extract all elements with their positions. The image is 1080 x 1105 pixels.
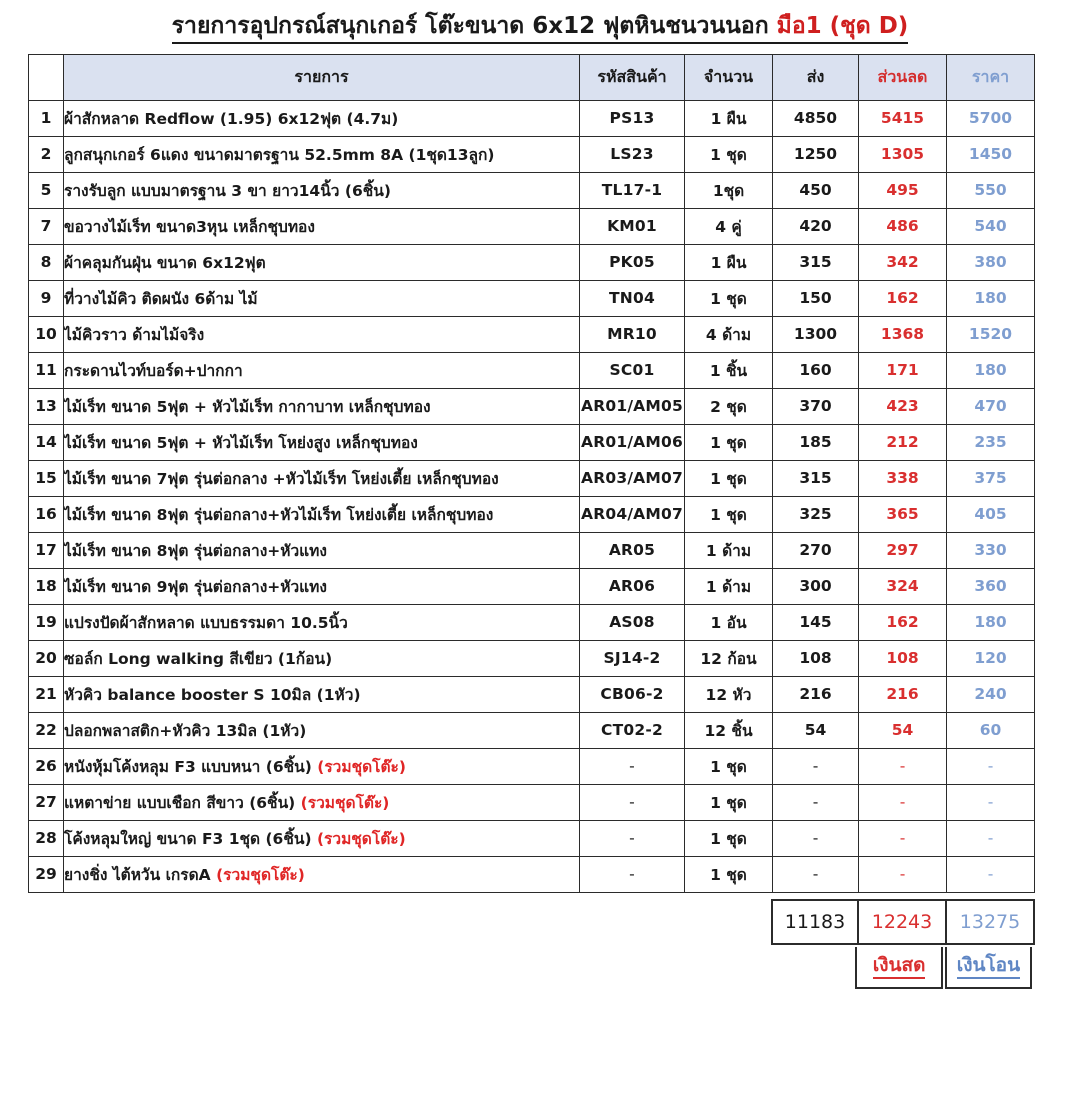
total-price: 13275 <box>946 900 1034 944</box>
item-price: 180 <box>947 352 1035 388</box>
item-description <box>64 352 580 388</box>
item-quantity: 1 ด้าม <box>685 532 773 568</box>
totals-container <box>28 899 1034 991</box>
item-price: 330 <box>947 532 1035 568</box>
payment-spacer-item <box>66 947 573 989</box>
row-number: 8 <box>29 244 64 280</box>
row-number: 10 <box>29 316 64 352</box>
item-quantity: 1 ชุด <box>685 460 773 496</box>
item-price: 235 <box>947 424 1035 460</box>
item-price: 1450 <box>947 136 1035 172</box>
item-description-text: ไม้เร็ท ขนาด 8ฟุต รุ่นต่อกลาง+หัวแทง <box>64 541 327 560</box>
row-number: 2 <box>29 136 64 172</box>
item-description <box>64 604 580 640</box>
item-discount: 486 <box>859 208 947 244</box>
item-description-note: (รวมชุดโต๊ะ) <box>216 865 305 884</box>
item-ship: 1300 <box>773 316 859 352</box>
item-price: 470 <box>947 388 1035 424</box>
item-ship: 54 <box>773 712 859 748</box>
item-code: PS13 <box>580 100 685 136</box>
column-header-no <box>29 54 64 100</box>
item-ship: 108 <box>773 640 859 676</box>
item-discount: 171 <box>859 352 947 388</box>
item-code: LS23 <box>580 136 685 172</box>
item-code: - <box>580 856 685 892</box>
item-discount: 495 <box>859 172 947 208</box>
item-description <box>64 676 580 712</box>
item-description <box>64 280 580 316</box>
item-description-text: โค้งหลุมใหญ่ ขนาด F3 1ชุด (6ชิ้น) <box>64 829 317 848</box>
item-quantity: 1 ชุด <box>685 496 773 532</box>
item-ship: 160 <box>773 352 859 388</box>
table-row <box>29 352 1035 388</box>
item-ship: 216 <box>773 676 859 712</box>
item-ship: - <box>773 856 859 892</box>
item-code: - <box>580 748 685 784</box>
item-code: AR01/AM06 <box>580 424 685 460</box>
item-ship: 420 <box>773 208 859 244</box>
row-number: 20 <box>29 640 64 676</box>
item-quantity: 1 ชุด <box>685 748 773 784</box>
item-description <box>64 316 580 352</box>
item-ship: - <box>773 784 859 820</box>
table-row <box>29 172 1035 208</box>
item-ship: 315 <box>773 244 859 280</box>
item-code: AR01/AM05 <box>580 388 685 424</box>
item-ship: 1250 <box>773 136 859 172</box>
table-row <box>29 640 1035 676</box>
item-code: - <box>580 784 685 820</box>
item-description-text: แปรงปัดผ้าสักหลาด แบบธรรมดา 10.5นิ้ว <box>64 613 348 632</box>
row-number: 19 <box>29 604 64 640</box>
item-description <box>64 784 580 820</box>
row-number: 14 <box>29 424 64 460</box>
item-code: SJ14-2 <box>580 640 685 676</box>
column-header-discount: ส่วนลด <box>859 54 947 100</box>
table-body <box>29 54 1035 892</box>
item-quantity: 1 ชุด <box>685 820 773 856</box>
table-row <box>29 712 1035 748</box>
table-row <box>29 748 1035 784</box>
item-discount: 423 <box>859 388 947 424</box>
row-number: 28 <box>29 820 64 856</box>
row-number: 15 <box>29 460 64 496</box>
table-row <box>29 532 1035 568</box>
item-code: MR10 <box>580 316 685 352</box>
table-container <box>28 54 1034 893</box>
item-price: 120 <box>947 640 1035 676</box>
item-price: 60 <box>947 712 1035 748</box>
item-description <box>64 244 580 280</box>
item-description-text: ซอล์ก Long walking สีเขียว (1ก้อน) <box>64 649 333 668</box>
table-row <box>29 784 1035 820</box>
item-discount: 216 <box>859 676 947 712</box>
item-description-text: ที่วางไม้คิว ติดผนัง 6ด้าม ไม้ <box>64 289 258 308</box>
row-number: 21 <box>29 676 64 712</box>
item-price: 240 <box>947 676 1035 712</box>
item-quantity: 1 อัน <box>685 604 773 640</box>
row-number: 13 <box>29 388 64 424</box>
item-description-note: (รวมชุดโต๊ะ) <box>317 757 406 776</box>
item-price: - <box>947 820 1035 856</box>
payment-spacer-code <box>575 947 678 989</box>
row-number: 22 <box>29 712 64 748</box>
item-description-text: กระดานไวท์บอร์ด+ปากกา <box>64 361 243 380</box>
item-description <box>64 532 580 568</box>
item-description-text: ไม้เร็ท ขนาด 7ฟุต รุ่นต่อกลาง +หัวไม้เร็ท โหย่งเตี้ย เหล็กชุบทอง <box>64 469 499 488</box>
payment-transfer-cell <box>945 947 1032 989</box>
item-ship: 270 <box>773 532 859 568</box>
item-description <box>64 100 580 136</box>
item-ship: - <box>773 820 859 856</box>
item-price: 405 <box>947 496 1035 532</box>
item-quantity: 1 ด้าม <box>685 568 773 604</box>
item-price: 360 <box>947 568 1035 604</box>
item-quantity: 1ชุด <box>685 172 773 208</box>
item-code: AS08 <box>580 604 685 640</box>
item-description <box>64 712 580 748</box>
item-price: 540 <box>947 208 1035 244</box>
total-ship: 11183 <box>772 900 858 944</box>
item-price: 375 <box>947 460 1035 496</box>
item-ship: 325 <box>773 496 859 532</box>
item-description <box>64 460 580 496</box>
item-description-text: ไม้เร็ท ขนาด 5ฟุต + หัวไม้เร็ท กากาบาท เหล็กชุบทอง <box>64 397 431 416</box>
row-number: 16 <box>29 496 64 532</box>
row-number: 9 <box>29 280 64 316</box>
item-description-text: ปลอกพลาสติก+หัวคิว 13มิล (1หัว) <box>64 721 307 740</box>
item-discount: 1368 <box>859 316 947 352</box>
column-header-ship: ส่ง <box>773 54 859 100</box>
item-discount: 54 <box>859 712 947 748</box>
row-number: 18 <box>29 568 64 604</box>
item-description-text: ขอวางไม้เร็ท ขนาด3หุน เหล็กชุบทอง <box>64 217 315 236</box>
payment-transfer-label: เงินโอน <box>957 955 1020 979</box>
table-row <box>29 424 1035 460</box>
table-row <box>29 820 1035 856</box>
item-description-text: ยางชิ่ง ไต้หวัน เกรดA <box>64 865 217 884</box>
item-ship: 145 <box>773 604 859 640</box>
table-header-row <box>29 54 1035 100</box>
item-description <box>64 856 580 892</box>
column-header-code: รหัสสินค้า <box>580 54 685 100</box>
item-discount: 297 <box>859 532 947 568</box>
title-container <box>0 0 1080 54</box>
item-code: AR03/AM07 <box>580 460 685 496</box>
item-code: KM01 <box>580 208 685 244</box>
table-row <box>29 316 1035 352</box>
item-price: - <box>947 748 1035 784</box>
item-description-text: ไม้เร็ท ขนาด 5ฟุต + หัวไม้เร็ท โหย่งสูง เหล็กชุบทอง <box>64 433 418 452</box>
item-price: 550 <box>947 172 1035 208</box>
column-header-qty: จำนวน <box>685 54 773 100</box>
payment-cash-label: เงินสด <box>873 955 926 979</box>
item-ship: - <box>773 748 859 784</box>
item-discount: - <box>859 820 947 856</box>
item-discount: 1305 <box>859 136 947 172</box>
item-code: SC01 <box>580 352 685 388</box>
table-row <box>29 460 1035 496</box>
item-price: 5700 <box>947 100 1035 136</box>
item-description <box>64 136 580 172</box>
payment-table <box>28 945 1034 991</box>
item-quantity: 2 ชุด <box>685 388 773 424</box>
item-ship: 4850 <box>773 100 859 136</box>
item-description-text: ผ้าสักหลาด Redflow (1.95) 6x12ฟุต (4.7ม) <box>64 109 399 128</box>
item-description <box>64 820 580 856</box>
item-description-text: ผ้าคลุมกันฝุ่น ขนาด 6x12ฟุต <box>64 253 266 272</box>
totals-spacer-code <box>579 900 684 944</box>
item-ship: 300 <box>773 568 859 604</box>
row-number: 1 <box>29 100 64 136</box>
item-ship: 185 <box>773 424 859 460</box>
item-discount: - <box>859 856 947 892</box>
table-row <box>29 244 1035 280</box>
item-description-text: รางรับลูก แบบมาตรฐาน 3 ขา ยาว14นิ้ว (6ชิ้น) <box>64 181 391 200</box>
totals-spacer-no <box>28 900 63 944</box>
table-row <box>29 100 1035 136</box>
totals-row <box>28 900 1034 944</box>
row-number: 7 <box>29 208 64 244</box>
item-code: TL17-1 <box>580 172 685 208</box>
item-quantity: 1 ชุด <box>685 136 773 172</box>
total-discount: 12243 <box>858 900 946 944</box>
item-code: - <box>580 820 685 856</box>
item-ship: 150 <box>773 280 859 316</box>
item-description <box>64 172 580 208</box>
item-description <box>64 496 580 532</box>
table-row <box>29 676 1035 712</box>
page-title-accent: มือ1 (ชุด D) <box>776 13 909 39</box>
item-discount: 108 <box>859 640 947 676</box>
item-description <box>64 568 580 604</box>
row-number: 27 <box>29 784 64 820</box>
payment-spacer-qty <box>680 947 766 989</box>
item-price: 180 <box>947 604 1035 640</box>
row-number: 29 <box>29 856 64 892</box>
item-description-text: ไม้เร็ท ขนาด 9ฟุต รุ่นต่อกลาง+หัวแทง <box>64 577 327 596</box>
item-discount: 162 <box>859 604 947 640</box>
table-row <box>29 604 1035 640</box>
item-quantity: 1 ผืน <box>685 244 773 280</box>
item-quantity: 1 ชุด <box>685 424 773 460</box>
item-discount: 324 <box>859 568 947 604</box>
item-description <box>64 424 580 460</box>
item-code: CT02-2 <box>580 712 685 748</box>
totals-spacer-qty <box>684 900 772 944</box>
item-price: 1520 <box>947 316 1035 352</box>
item-description <box>64 208 580 244</box>
item-description-note: (รวมชุดโต๊ะ) <box>316 829 406 848</box>
item-discount: 342 <box>859 244 947 280</box>
item-price: 180 <box>947 280 1035 316</box>
item-price: - <box>947 856 1035 892</box>
item-price: 380 <box>947 244 1035 280</box>
item-description-note: (รวมชุดโต๊ะ) <box>300 793 390 812</box>
page-title <box>172 12 909 44</box>
row-number: 26 <box>29 748 64 784</box>
column-header-item: รายการ <box>64 54 580 100</box>
item-quantity: 1 ผืน <box>685 100 773 136</box>
item-ship: 450 <box>773 172 859 208</box>
item-quantity: 12 ก้อน <box>685 640 773 676</box>
row-number: 11 <box>29 352 64 388</box>
item-code: TN04 <box>580 280 685 316</box>
item-description-text: ไม้เร็ท ขนาด 8ฟุต รุ่นต่อกลาง+หัวไม้เร็ท โหย่งเตี้ย เหล็กชุบทอง <box>64 505 494 524</box>
table-row <box>29 208 1035 244</box>
table-row <box>29 388 1035 424</box>
item-code: AR06 <box>580 568 685 604</box>
payment-spacer-no <box>30 947 64 989</box>
column-header-price: ราคา <box>947 54 1035 100</box>
item-quantity: 1 ชุด <box>685 856 773 892</box>
item-description-text: แหตาข่าย แบบเชือก สีขาว (6ชิ้น) <box>64 793 301 812</box>
row-number: 17 <box>29 532 64 568</box>
payment-row <box>30 947 1032 989</box>
item-ship: 315 <box>773 460 859 496</box>
table-row <box>29 136 1035 172</box>
item-description <box>64 748 580 784</box>
item-price: - <box>947 784 1035 820</box>
item-discount: 338 <box>859 460 947 496</box>
item-description <box>64 640 580 676</box>
item-discount: 5415 <box>859 100 947 136</box>
item-code: AR04/AM07 <box>580 496 685 532</box>
item-ship: 370 <box>773 388 859 424</box>
payment-spacer-ship <box>769 947 853 989</box>
item-code: CB06-2 <box>580 676 685 712</box>
item-quantity: 1 ชิ้น <box>685 352 773 388</box>
payment-cash-cell <box>855 947 942 989</box>
table-row <box>29 496 1035 532</box>
item-description-text: ไม้คิวราว ด้ามไม้จริง <box>64 325 205 344</box>
item-quantity: 4 ด้าม <box>685 316 773 352</box>
totals-spacer-item <box>63 900 579 944</box>
item-quantity: 12 ชิ้น <box>685 712 773 748</box>
price-table <box>28 54 1035 893</box>
item-discount: - <box>859 748 947 784</box>
row-number: 5 <box>29 172 64 208</box>
item-code: AR05 <box>580 532 685 568</box>
item-discount: 162 <box>859 280 947 316</box>
item-discount: 365 <box>859 496 947 532</box>
table-row <box>29 856 1035 892</box>
item-quantity: 4 คู่ <box>685 208 773 244</box>
item-description-text: หนังหุ้มโค้งหลุม F3 แบบหนา (6ชิ้น) <box>64 757 318 776</box>
item-description-text: ลูกสนุกเกอร์ 6แดง ขนาดมาตรฐาน 52.5mm 8A (1ชุด13ลูก) <box>64 145 495 164</box>
page-title-main: รายการอุปกรณ์สนุกเกอร์ โต๊ะขนาด 6x12 ฟุตหินชนวนนอก <box>171 13 769 39</box>
item-quantity: 1 ชุด <box>685 784 773 820</box>
totals-table <box>28 899 1035 945</box>
item-discount: - <box>859 784 947 820</box>
table-row <box>29 280 1035 316</box>
table-row <box>29 568 1035 604</box>
item-discount: 212 <box>859 424 947 460</box>
item-quantity: 12 หัว <box>685 676 773 712</box>
item-code: PK05 <box>580 244 685 280</box>
item-description <box>64 388 580 424</box>
item-quantity: 1 ชุด <box>685 280 773 316</box>
item-description-text: หัวคิว balance booster S 10มิล (1หัว) <box>64 685 361 704</box>
